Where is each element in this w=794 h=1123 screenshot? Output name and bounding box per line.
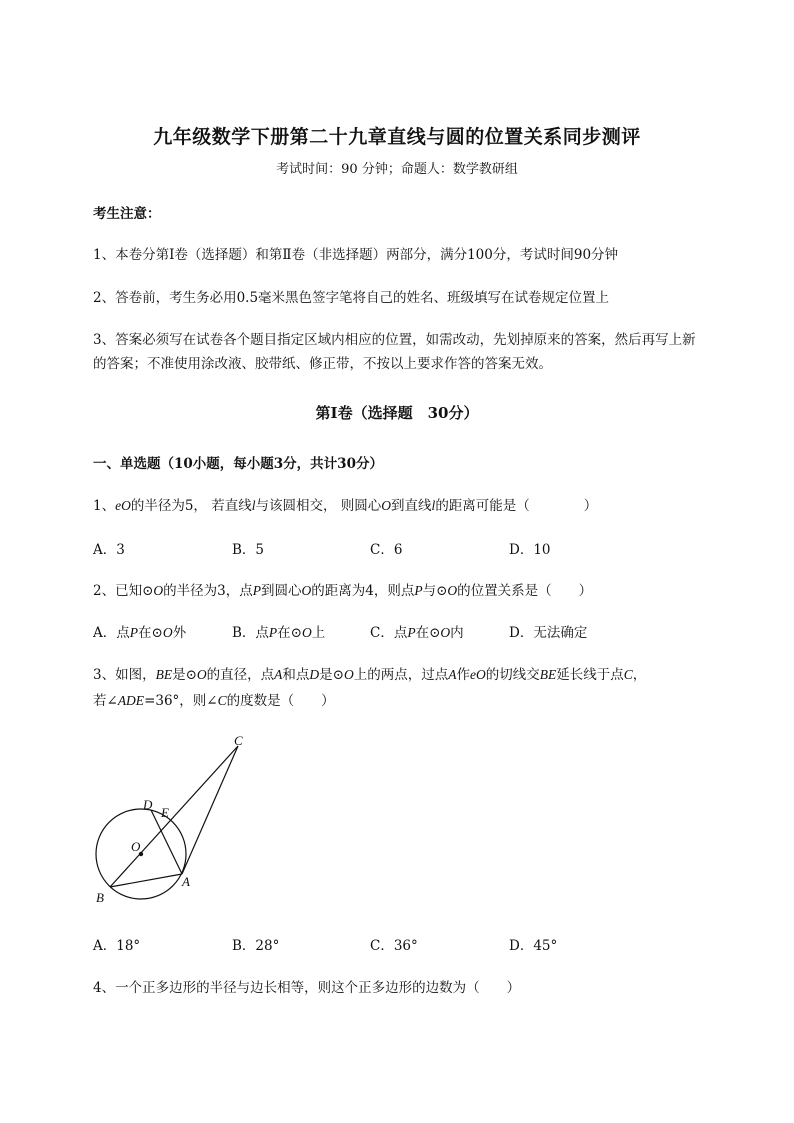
question-1-option-d[interactable]: D．10 [509,542,551,558]
question-3-option-a[interactable]: A．18° [93,938,141,954]
circle-tangent-figure [86,728,256,908]
section-title: 第Ⅰ卷（选择题 30分） [315,404,479,422]
label-c: C [234,733,243,748]
label-b: B [96,890,104,905]
question-3-option-d[interactable]: D．45° [509,938,558,954]
question-2-option-d[interactable]: D．无法确定 [509,625,588,641]
label-a: A [182,874,190,889]
part-heading: 一、单选题（10小题，每小题3分，共计30分） [93,456,383,472]
question-3-option-c[interactable]: C．36° [370,938,418,954]
notice-item-1: 1、本卷分第Ⅰ卷（选择题）和第Ⅱ卷（非选择题）两部分，满分100分，考试时间90分钟 [93,247,619,263]
label-d: D [143,797,153,812]
page-title: 九年级数学下册第二十九章直线与圆的位置关系同步测评 [153,126,641,148]
question-3-stem-cont: 若∠ADE=36°，则∠C的度数是（ ） [93,693,335,709]
question-2-option-a[interactable]: A．点P在⊙O外 [93,625,187,641]
question-1-option-c[interactable]: C．6 [370,542,403,558]
question-1-option-b[interactable]: B．5 [232,542,265,558]
question-1-stem: 1、eO的半径为5， 若直线l与该圆相交， 则圆心O到直线l的距离可能是（ ） [93,498,598,514]
question-2-option-b[interactable]: B．点P在⊙O上 [232,625,326,641]
exam-info: 考试时间：90 分钟；命题人：数学教研组 [276,162,518,177]
question-1-option-a[interactable]: A．3 [93,542,125,558]
question-4-stem: 4、一个正多边形的半径与边长相等，则这个正多边形的边数为（ ） [93,980,521,996]
question-3-stem: 3、如图，BE是⊙O的直径，点A和点D是⊙O上的两点，过点A作eO的切线交BE延长线于点C， [93,667,647,683]
notice-item-2: 2、答卷前，考生务必用0.5毫米黑色签字笔将自己的姓名、班级填写在试卷规定位置上 [93,290,610,306]
label-o: O [131,839,141,854]
question-2-option-c[interactable]: C．点P在⊙O内 [370,625,464,641]
tangent-ac [182,746,238,874]
label-e: E [161,805,169,820]
question-2-stem: 2、已知⊙O的半径为3，点P到圆心O的距离为4，则点P与⊙O的位置关系是（ ） [93,583,593,599]
notice-item-3: 3、答案必须写在试卷各个题目指定区域内相应的位置，如需改动，先划掉原来的答案，然后再写上新 [93,332,696,348]
notice-heading: 考生注意： [93,206,161,222]
question-3-option-b[interactable]: B．28° [232,938,280,954]
notice-item-3-cont: 的答案；不准使用涂改液、胶带纸、修正带，不按以上要求作答的答案无效。 [93,356,552,372]
line-bc [110,746,238,887]
